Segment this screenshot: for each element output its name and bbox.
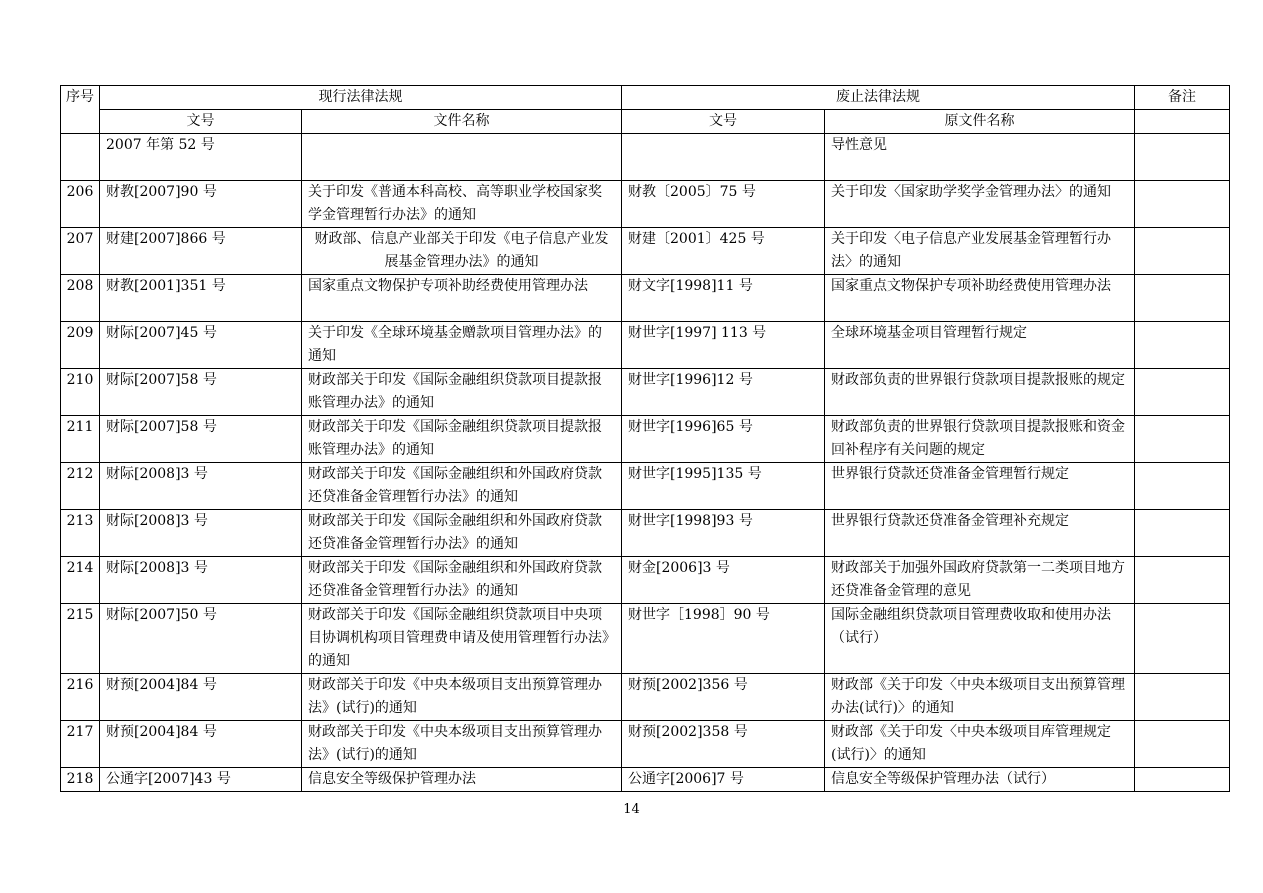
- cell-current-file-name: 关于印发《普通本科高校、高等职业学校国家奖学金管理暂行办法》的通知: [302, 181, 622, 228]
- cell-abolished-file-name: 国际金融组织贷款项目管理费收取和使用办法（试行）: [825, 604, 1135, 674]
- cell-current-file-name: 财政部关于印发《中央本级项目支出预算管理办法》(试行)的通知: [302, 674, 622, 721]
- cell-abolished-doc-no: 财世字[1996]65 号: [622, 416, 825, 463]
- cell-current-doc-no: 财教[2007]90 号: [100, 181, 302, 228]
- table-row: [61, 275, 1230, 322]
- remarks-sub-header: [1135, 110, 1230, 134]
- cell-abolished-file-name: 财政部负责的世界银行贷款项目提款报账和资金回补程序有关问题的规定: [825, 416, 1135, 463]
- cell-current-file-name: 财政部关于印发《国际金融组织和外国政府贷款还贷准备金管理暂行办法》的通知: [302, 557, 622, 604]
- cell-current-doc-no: 财际[2008]3 号: [100, 557, 302, 604]
- table-header: [61, 86, 1230, 134]
- cell-abolished-doc-no: 财建〔2001〕425 号: [622, 228, 825, 275]
- cell-abolished-doc-no: 财预[2002]358 号: [622, 721, 825, 768]
- table-row: [61, 228, 1230, 275]
- cell-seq: [61, 134, 100, 181]
- cell-current-doc-no: 财际[2008]3 号: [100, 463, 302, 510]
- cell-current-doc-no: 财际[2007]58 号: [100, 416, 302, 463]
- cell-seq: 217: [61, 721, 100, 768]
- cell-abolished-file-name: 国家重点文物保护专项补助经费使用管理办法: [825, 275, 1135, 322]
- table-row: [61, 416, 1230, 463]
- cell-current-doc-no: 财际[2008]3 号: [100, 510, 302, 557]
- cell-current-file-name: 财政部关于印发《中央本级项目支出预算管理办法》(试行)的通知: [302, 721, 622, 768]
- cell-remarks: [1135, 228, 1230, 275]
- current-regulations-header: 现行法律法规: [100, 86, 622, 110]
- cell-abolished-file-name: 财政部关于加强外国政府贷款第一二类项目地方还贷准备金管理的意见: [825, 557, 1135, 604]
- cell-current-file-name: 财政部关于印发《国际金融组织和外国政府贷款还贷准备金管理暂行办法》的通知: [302, 510, 622, 557]
- cell-current-file-name: 信息安全等级保护管理办法: [302, 768, 622, 792]
- cell-remarks: [1135, 275, 1230, 322]
- table-row: [61, 181, 1230, 228]
- cell-current-file-name: 财政部关于印发《国际金融组织贷款项目提款报账管理办法》的通知: [302, 416, 622, 463]
- cell-abolished-file-name: 财政部《关于印发〈中央本级项目支出预算管理办法(试行)〉的通知: [825, 674, 1135, 721]
- cell-remarks: [1135, 134, 1230, 181]
- seq-header: 序号: [61, 86, 100, 134]
- cell-remarks: [1135, 369, 1230, 416]
- cell-remarks: [1135, 416, 1230, 463]
- cell-current-doc-no: 财际[2007]58 号: [100, 369, 302, 416]
- cell-remarks: [1135, 322, 1230, 369]
- cell-remarks: [1135, 463, 1230, 510]
- cell-seq: 207: [61, 228, 100, 275]
- table-row: [61, 674, 1230, 721]
- cell-seq: 213: [61, 510, 100, 557]
- table-row: [61, 510, 1230, 557]
- header-group-row: [61, 86, 1230, 110]
- page-number: 14: [623, 802, 640, 817]
- cell-remarks: [1135, 768, 1230, 792]
- cell-remarks: [1135, 181, 1230, 228]
- cell-current-file-name: 财政部关于印发《国际金融组织贷款项目中央项目协调机构项目管理费申请及使用管理暂行办法》的通知: [302, 604, 622, 674]
- cell-abolished-doc-no: 财预[2002]356 号: [622, 674, 825, 721]
- header-sub-row: [61, 110, 1230, 134]
- cell-current-doc-no: 财际[2007]50 号: [100, 604, 302, 674]
- cell-current-doc-no: 财预[2004]84 号: [100, 721, 302, 768]
- cell-abolished-file-name: 世界银行贷款还贷准备金管理补充规定: [825, 510, 1135, 557]
- cell-abolished-doc-no: 财世字［1998］90 号: [622, 604, 825, 674]
- cell-abolished-doc-no: 财世字[1995]135 号: [622, 463, 825, 510]
- cell-seq: 206: [61, 181, 100, 228]
- cell-abolished-doc-no: [622, 134, 825, 181]
- cell-current-file-name: [302, 134, 622, 181]
- cell-seq: 212: [61, 463, 100, 510]
- cell-abolished-file-name: 关于印发〈电子信息产业发展基金管理暂行办法〉的通知: [825, 228, 1135, 275]
- cell-current-doc-no: 公通字[2007]43 号: [100, 768, 302, 792]
- abolished-file-name-header: 原文件名称: [825, 110, 1135, 134]
- cell-seq: 208: [61, 275, 100, 322]
- cell-current-file-name: 财政部、信息产业部关于印发《电子信息产业发展基金管理办法》的通知: [302, 228, 622, 275]
- cell-current-file-name: 关于印发《全球环境基金赠款项目管理办法》的通知: [302, 322, 622, 369]
- cell-abolished-file-name: 全球环境基金项目管理暂行规定: [825, 322, 1135, 369]
- cell-abolished-file-name: 信息安全等级保护管理办法（试行）: [825, 768, 1135, 792]
- table-row: [61, 721, 1230, 768]
- cell-abolished-file-name: 财政部《关于印发〈中央本级项目库管理规定(试行)〉的通知: [825, 721, 1135, 768]
- cell-current-doc-no: 财预[2004]84 号: [100, 674, 302, 721]
- cell-abolished-file-name: 世界银行贷款还贷准备金管理暂行规定: [825, 463, 1135, 510]
- abolished-regulations-header: 废止法律法规: [622, 86, 1135, 110]
- cell-abolished-doc-no: 财世字[1997] 113 号: [622, 322, 825, 369]
- cell-abolished-doc-no: 财世字[1996]12 号: [622, 369, 825, 416]
- cell-current-file-name: 财政部关于印发《国际金融组织和外国政府贷款还贷准备金管理暂行办法》的通知: [302, 463, 622, 510]
- cell-current-doc-no: 财建[2007]866 号: [100, 228, 302, 275]
- cell-abolished-file-name: 关于印发〈国家助学奖学金管理办法〉的通知: [825, 181, 1135, 228]
- cell-abolished-doc-no: 财世字[1998]93 号: [622, 510, 825, 557]
- regulations-table: [60, 85, 1230, 792]
- table-row: [61, 463, 1230, 510]
- cell-abolished-doc-no: 财文字[1998]11 号: [622, 275, 825, 322]
- cell-remarks: [1135, 557, 1230, 604]
- table-row-continuation: [61, 134, 1230, 181]
- table-row: [61, 768, 1230, 792]
- cell-remarks: [1135, 721, 1230, 768]
- cell-current-doc-no: 财际[2007]45 号: [100, 322, 302, 369]
- cell-abolished-doc-no: 财金[2006]3 号: [622, 557, 825, 604]
- current-doc-no-header: 文号: [100, 110, 302, 134]
- cell-seq: 215: [61, 604, 100, 674]
- abolished-doc-no-header: 文号: [622, 110, 825, 134]
- cell-remarks: [1135, 674, 1230, 721]
- table-row: [61, 604, 1230, 674]
- table-row: [61, 557, 1230, 604]
- cell-abolished-file-name: 财政部负责的世界银行贷款项目提款报账的规定: [825, 369, 1135, 416]
- cell-abolished-doc-no: 财教〔2005〕75 号: [622, 181, 825, 228]
- cell-current-file-name: 财政部关于印发《国际金融组织贷款项目提款报账管理办法》的通知: [302, 369, 622, 416]
- cell-seq: 214: [61, 557, 100, 604]
- cell-abolished-file-name: 导性意见: [825, 134, 1135, 181]
- cell-current-file-name: 国家重点文物保护专项补助经费使用管理办法: [302, 275, 622, 322]
- current-file-name-header: 文件名称: [302, 110, 622, 134]
- table-body: [61, 134, 1230, 792]
- table-row: [61, 369, 1230, 416]
- cell-current-doc-no: 财教[2001]351 号: [100, 275, 302, 322]
- cell-remarks: [1135, 604, 1230, 674]
- cell-remarks: [1135, 510, 1230, 557]
- cell-current-doc-no: 2007 年第 52 号: [100, 134, 302, 181]
- remarks-header: 备注: [1135, 86, 1230, 110]
- cell-abolished-doc-no: 公通字[2006]7 号: [622, 768, 825, 792]
- cell-seq: 211: [61, 416, 100, 463]
- cell-seq: 210: [61, 369, 100, 416]
- cell-seq: 218: [61, 768, 100, 792]
- cell-seq: 209: [61, 322, 100, 369]
- table-row: [61, 322, 1230, 369]
- cell-seq: 216: [61, 674, 100, 721]
